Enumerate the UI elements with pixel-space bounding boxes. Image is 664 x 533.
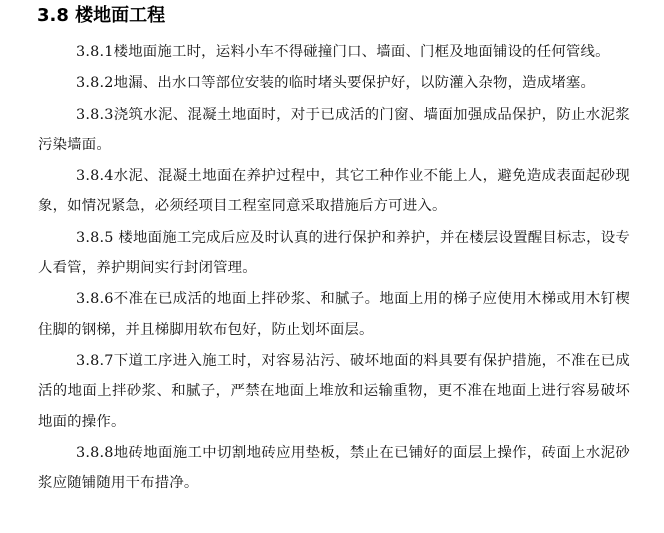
clause-list	[38, 37, 630, 498]
clause-3-8-4	[38, 161, 630, 222]
section-heading: 3.8 楼地面工程	[37, 5, 166, 26]
clause-3-8-5	[38, 223, 630, 284]
clause-3-8-2	[38, 68, 630, 98]
clause-number: 3.8.5	[76, 229, 114, 246]
clause-text: 地砖地面施工中切割地砖应用垫板，禁止在已铺好的面层上操作，砖面上水泥砂浆应随铺随用干布措净。	[38, 444, 630, 492]
clause-number: 3.8.4	[76, 168, 114, 185]
clause-text: 下道工序进入施工时，对容易沾污、破坏地面的料具要有保护措施，不准在已成活的地面上拌砂浆、和腻子，严禁在地面上堆放和运输重物，更不准在地面上进行容易破坏地面的操作。	[38, 352, 630, 430]
clause-text: 不准在已成活的地面上拌砂浆、和腻子。地面上用的梯子应使用木梯或用木钉楔住脚的钢梯，并且梯脚用软布包好，防止划坏面层。	[38, 291, 630, 338]
clause-text: 水泥、混凝土地面在养护过程中，其它工种作业不能上人，避免造成表面起砂现象，如情况紧急，必须经项目工程室同意采取措施后方可进入。	[38, 168, 630, 215]
clause-number: 3.8.6	[76, 291, 114, 308]
clause-text: 浇筑水泥、混凝土地面时，对于已成活的门窗、墙面加强成品保护，防止水泥浆污染墙面。	[38, 106, 630, 153]
clause-3-8-8	[38, 438, 630, 499]
clause-number: 3.8.8	[76, 444, 114, 461]
clause-number: 3.8.3	[76, 106, 114, 123]
clause-text: 地漏、出水口等部位安装的临时堵头要保护好，以防灌入杂物，造成堵塞。	[113, 75, 596, 92]
clause-text: 楼地面施工完成后应及时认真的进行保护和养护，并在楼层设置醒目标志，设专人看管，养护期间实行封闭管理。	[38, 229, 630, 277]
clause-3-8-3	[38, 100, 630, 161]
clause-number: 3.8.1	[76, 44, 114, 60]
clause-number: 3.8.2	[76, 75, 114, 92]
clause-3-8-7	[38, 346, 630, 437]
clause-number: 3.8.7	[76, 352, 114, 369]
clause-3-8-1	[38, 37, 630, 67]
clause-3-8-6	[38, 284, 630, 345]
clause-text: 楼地面施工时，运料小车不得碰撞门口、墙面、门框及地面铺设的任何管线。	[113, 44, 610, 60]
